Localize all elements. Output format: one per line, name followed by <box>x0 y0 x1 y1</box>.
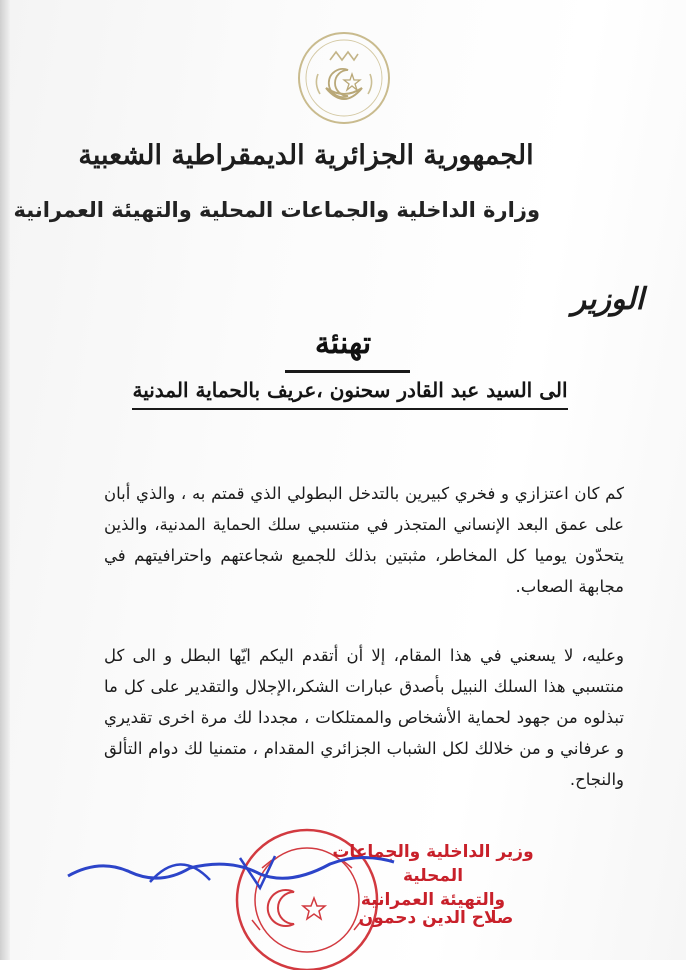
signatory-name: صلاح الدين دحمون <box>358 908 514 928</box>
body-paragraph-1: كم كان اعتزازي و فخري كبيرين بالتدخل البطولي الذي قمتم به ، والذي أبان على عمق البعد الإنساني المتجذر في منتسبي سلك الحماية المدنية، والذين يتحدّون يوميا كل المخاطر، مثبتين بذلك للجميع شجاعتهم واحترافيتهم في مجابهة الصعاب. <box>104 484 624 596</box>
letter-title: تهنئة <box>314 326 372 361</box>
minister-label: الوزير <box>571 282 644 317</box>
addressee-line: الى السيد عبد القادر سحنون ،عريف بالحماية المدنية <box>132 378 568 402</box>
signatory-title-line2: والتهيئة العمرانية <box>360 890 506 910</box>
signatory-title-line1: وزير الداخلية والجماعات المحلية <box>332 842 534 886</box>
title-underline <box>285 370 410 373</box>
republic-heading: الجمهورية الجزائرية الديمقراطية الشعبية <box>78 140 534 171</box>
body-paragraph-2: وعليه، لا يسعني في هذا المقام، إلا أن أتقدم اليكم ايّها البطل و الى كل منتسبي هذا السلك النبيل بأصدق عبارات الشكر،الإجلال والتقدير على كل ما تبذلوه من جهود لحماية الأشخاص والممتلكات ، مجددا لك مرة اخرى تقديري و عرفاني و من خلالك لكل الشباب الجزائري المقدام ، متمنيا لك دوام التألق والنجاح. <box>104 646 624 789</box>
page-edge <box>0 0 10 960</box>
ministry-heading: وزارة الداخلية والجماعات المحلية والتهيئة العمرانية <box>13 198 540 222</box>
signatory-title <box>318 840 548 912</box>
addressee-underline <box>132 408 568 410</box>
national-emblem-icon <box>296 30 392 126</box>
